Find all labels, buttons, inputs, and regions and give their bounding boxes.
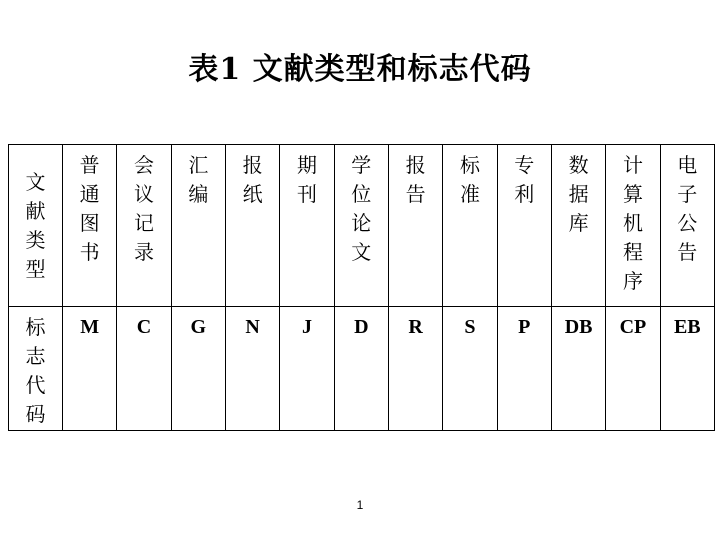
code-value: R [408, 316, 423, 338]
row-header-document-type: 文献类型 [25, 169, 46, 281]
type-label: 会议记录 [133, 153, 154, 264]
type-cell [63, 145, 117, 307]
type-cell [606, 145, 660, 307]
code-row [9, 307, 715, 431]
type-cell [443, 145, 497, 307]
page-number: 1 [356, 498, 364, 512]
code-cell [606, 307, 660, 431]
code-value: M [80, 316, 100, 338]
type-label: 专利 [514, 153, 535, 206]
row-header-document-type-cell [9, 145, 63, 307]
code-cell [388, 307, 442, 431]
type-label: 学位论文 [351, 153, 372, 264]
code-value: N [245, 316, 260, 338]
type-label: 汇编 [188, 153, 209, 206]
code-cell [171, 307, 225, 431]
type-cell [171, 145, 225, 307]
type-cell [388, 145, 442, 307]
code-value: S [464, 316, 476, 338]
type-cell [497, 145, 551, 307]
type-label: 期刊 [296, 153, 317, 206]
row-header-code: 标志代码 [25, 315, 46, 426]
row-header-code-cell [9, 307, 63, 431]
code-cell [117, 307, 171, 431]
code-value: J [301, 316, 312, 338]
code-cell [334, 307, 388, 431]
document-type-code-table [8, 144, 715, 431]
type-cell [551, 145, 605, 307]
type-label: 报告 [405, 153, 426, 206]
type-label: 电子公告 [677, 153, 698, 264]
type-cell [117, 145, 171, 307]
type-label: 数据库 [568, 153, 589, 235]
code-cell [660, 307, 714, 431]
document-type-row [9, 145, 715, 307]
page-title: 表1 文献类型和标志代码 [188, 52, 532, 87]
code-value: EB [673, 316, 701, 338]
code-cell [497, 307, 551, 431]
code-value: D [354, 316, 369, 338]
code-value: CP [619, 316, 647, 338]
code-cell [551, 307, 605, 431]
code-value: G [190, 316, 207, 338]
code-cell [225, 307, 279, 431]
type-cell [334, 145, 388, 307]
type-label: 报纸 [242, 153, 263, 206]
code-value: C [136, 316, 152, 338]
type-cell [225, 145, 279, 307]
code-value: P [518, 316, 531, 338]
type-label: 普通图书 [79, 153, 100, 264]
code-cell [280, 307, 334, 431]
code-cell [63, 307, 117, 431]
code-cell [443, 307, 497, 431]
code-value: DB [564, 316, 593, 338]
type-label: 计算机程序 [622, 153, 643, 293]
type-label: 标准 [459, 153, 480, 206]
type-cell [280, 145, 334, 307]
type-cell [660, 145, 714, 307]
